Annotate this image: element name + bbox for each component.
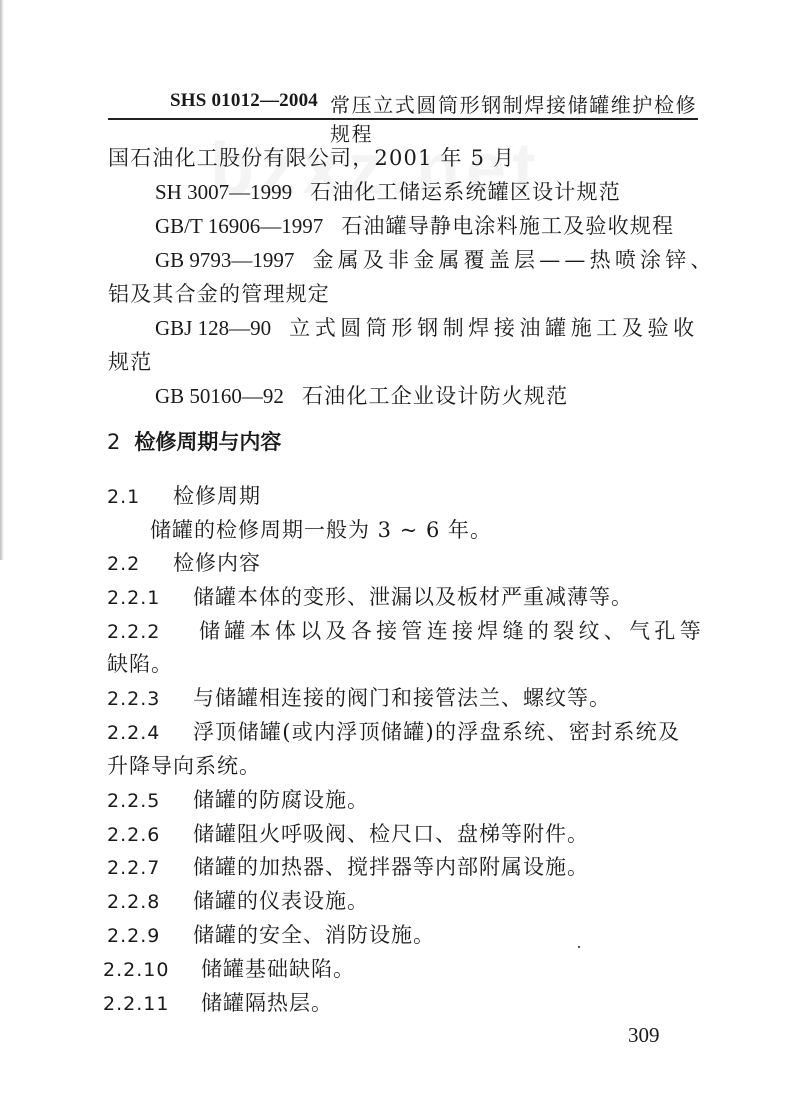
item-number: 2.2.7 <box>107 857 161 879</box>
list-item <box>107 784 369 814</box>
reference-code: GB 9793—1997 <box>155 248 295 272</box>
item-text: 储罐的安全、消防设施。 <box>193 923 435 947</box>
running-header <box>108 84 698 146</box>
reference-code: GB 50160—92 <box>155 384 284 408</box>
reference-code: GBJ 128—90 <box>155 316 272 340</box>
reference-item <box>155 312 699 342</box>
reference-title: 石油化工企业设计防火规范 <box>301 384 569 408</box>
reference-continuation-line: 铝及其合金的管理规定 <box>108 282 330 306</box>
item-text: 与储罐相连接的阀门和接管法兰、螺纹等。 <box>193 686 611 710</box>
book-spine-shadow <box>0 0 4 560</box>
item-number: 2.2.10 <box>103 959 170 981</box>
subsection-text: 储罐的检修周期一般为 3 ~ 6 年。 <box>150 518 493 542</box>
item-number: 2.2.11 <box>103 993 170 1015</box>
reference-code: SH 3007—1999 <box>155 180 293 204</box>
page-number: 309 <box>628 1023 660 1047</box>
print-speck <box>578 946 580 948</box>
item-text: 储罐本体的变形、泄漏以及板材严重减薄等。 <box>193 585 633 609</box>
subsection-heading <box>107 547 261 577</box>
item-continuation-line: 升降导向系统。 <box>107 754 261 778</box>
item-number: 2.2.1 <box>107 587 161 609</box>
reference-continuation: 国石油化工股份有限公司，2001 年 5 月 <box>108 146 516 170</box>
item-continuation-line: 缺陷。 <box>107 652 173 676</box>
reference-title: 金属及非金属覆盖层——热喷涂锌、 <box>312 248 716 272</box>
item-text: 储罐的防腐设施。 <box>193 788 369 812</box>
subsection-heading <box>107 480 261 510</box>
reference-code: GB/T 16906—1997 <box>155 214 324 238</box>
item-text: 浮顶储罐(或内浮顶储罐)的浮盘系统、密封系统及 <box>193 720 681 744</box>
list-item <box>103 987 333 1017</box>
list-item <box>107 615 705 645</box>
standard-code: SHS 01012—2004 <box>170 90 318 111</box>
list-item <box>107 581 633 611</box>
section-title: 检修周期与内容 <box>134 430 282 454</box>
item-number: 2.2.2 <box>107 621 161 643</box>
list-item <box>107 682 611 712</box>
list-item <box>107 885 369 915</box>
item-text: 储罐本体以及各接管连接焊缝的裂纹、气孔等 <box>199 619 705 643</box>
list-item <box>107 818 589 848</box>
list-item <box>107 716 680 746</box>
item-text: 储罐的仪表设施。 <box>193 889 369 913</box>
subsection-title: 检修周期 <box>173 484 261 508</box>
reference-item <box>155 244 716 274</box>
reference-title: 立式圆筒形钢制焊接油罐施工及验收 <box>289 316 699 340</box>
subsection-number: 2.2 <box>107 553 141 575</box>
item-text: 储罐的加热器、搅拌器等内部附属设施。 <box>193 855 589 879</box>
list-item <box>107 851 589 881</box>
section-number: 2 <box>107 430 121 454</box>
reference-item <box>155 176 621 206</box>
item-number: 2.2.5 <box>107 790 161 812</box>
item-text: 储罐基础缺陷。 <box>201 957 355 981</box>
section-heading <box>107 426 281 456</box>
item-number: 2.2.9 <box>107 925 161 947</box>
item-number: 2.2.4 <box>107 722 161 744</box>
item-number: 2.2.8 <box>107 891 161 913</box>
item-text: 储罐隔热层。 <box>201 991 333 1015</box>
list-item <box>103 953 355 983</box>
reference-title: 石油罐导静电涂料施工及验收规程 <box>341 214 675 238</box>
reference-item <box>155 210 674 240</box>
reference-item <box>155 380 568 410</box>
reference-title: 石油化工储运系统罐区设计规范 <box>310 180 621 204</box>
list-item <box>107 919 435 949</box>
header-rule <box>108 118 698 120</box>
item-number: 2.2.6 <box>107 824 161 846</box>
subsection-title: 检修内容 <box>173 551 261 575</box>
item-text: 储罐阻火呼吸阀、检尺口、盘梯等附件。 <box>193 822 589 846</box>
standard-title: 常压立式圆筒形钢制焊接储罐维护检修规程 <box>330 93 698 146</box>
reference-continuation-line: 规范 <box>108 350 153 374</box>
item-number: 2.2.3 <box>107 688 161 710</box>
subsection-number: 2.1 <box>107 486 141 508</box>
